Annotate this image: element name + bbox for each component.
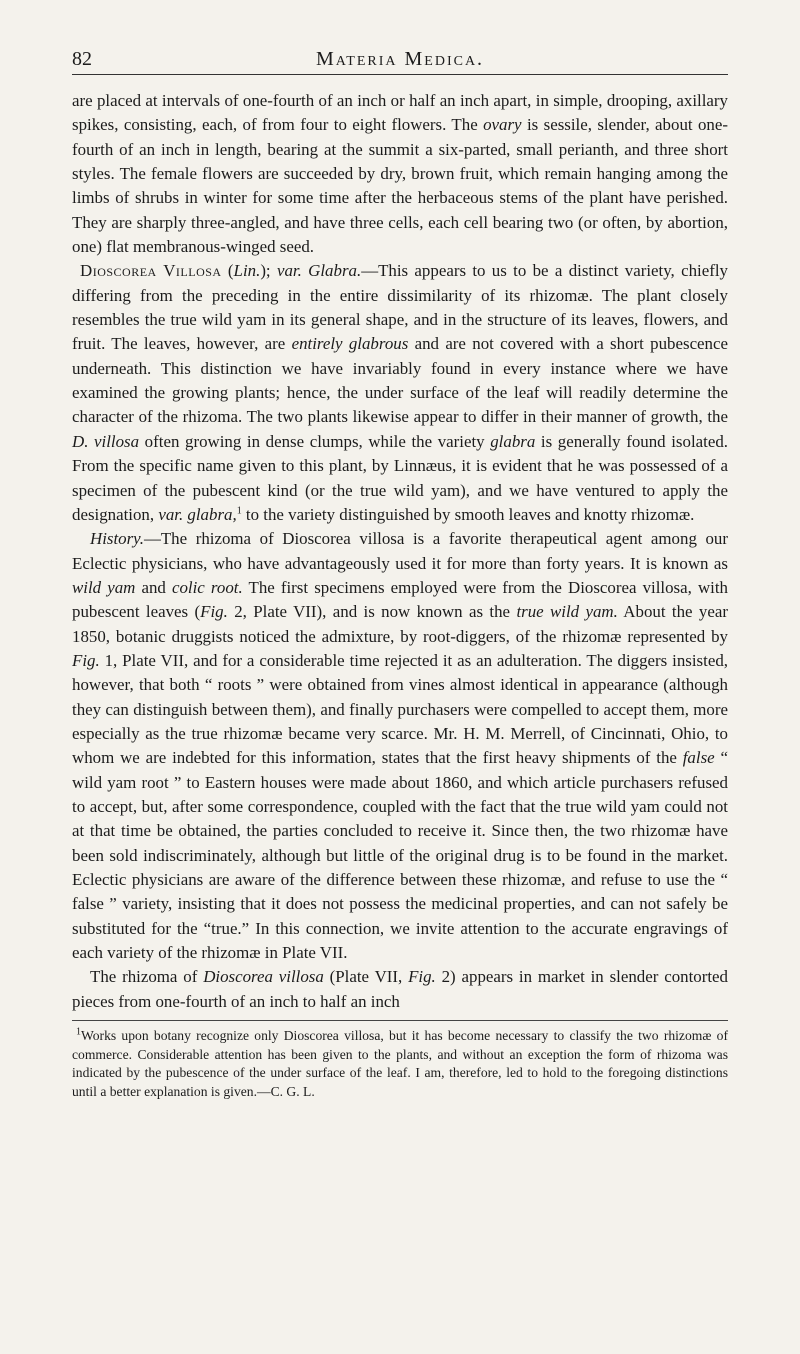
paragraph-history: History.—The rhizoma of Dioscorea villosa is a favorite therapeutical agent among our Eclectic physicians, who have advantageously used it for more than forty years. It is known as wild yam and colic root. The first specimens employed were from the Dioscorea villosa, with pubescent leaves (Fig. 2, Plate VII), and is now known as the true wild yam. About the year 1850, botanic druggists noticed the admixture, by root-diggers, of the rhizomæ represented by Fig. 1, Plate VII, and for a considerable time rejected it as an adulteration. The diggers insisted, however, that both “ roots ” were obtained from vines almost identical in appearance (although they can distinguish between them), and finally purchasers were compelled to accept them, more especially as the true rhizomæ became very scarce. Mr. H. M. Merrell, of Cincinnati, Ohio, to whom we are indebted for this information, states that the first heavy shipments of the false “ wild yam root ” to Eastern houses were made about 1860, and which article purchasers refused to accept, but, after some correspondence, coupled with the fact that the true wild yam could not at that time be obtained, the parties concluded to receive it. Since then, the two rhizomæ have been sold indiscriminately, although but little of the original drug is to be found in the market. Eclectic physicians are aware of the difference between these rhizomæ, and refuse to use the “ false ” variety, insisting that it does not possess the medicinal properties, and can not safely be substituted for the “true.” In this connection, we invite attention to the accurate engravings of each variety of the rhizomæ in Plate VII. (72, 529, 728, 963)
footnote-text: $^1$Works upon botany recognize only Dioscorea villosa, but it has become necessary to classify the two rhizomæ of commerce. Considerable attention has been given to the plants, and without an exception the form of rhizoma was indicated by the pubescence of the under surface of the leaf. I am, therefore, led to hold to the foregoing distinctions until a better explanation is given.—C. G. L. (72, 1026, 728, 1099)
footnote-divider (72, 1020, 728, 1021)
paragraph-rhizoma: The rhizoma of Dioscorea villosa (Plate VII, Fig. 2) appears in market in slender contorted pieces from one-fourth of an inch to half an inch (72, 967, 728, 1011)
body-text (72, 89, 728, 1014)
variety-heading: var. Glabra. (276, 261, 362, 281)
history-heading: History. (90, 529, 144, 549)
page-number: 82 (72, 48, 92, 70)
species-heading: Dioscorea Villosa (80, 261, 222, 281)
footnote-reference: 1 (236, 505, 242, 517)
footnote-mark: 1 (76, 1026, 81, 1038)
running-head: Materia Medica. (315, 48, 485, 70)
paragraph-1: are placed at intervals of one-fourth of an inch or half an inch apart, in simple, drooping, axillary spikes, consisting, each, of from four to eight flowers. The ovary is sessile, slender, about one-fourth of an inch in length, bearing at the summit a six-parted, small perianth, and three short styles. The female flowers are succeeded by dry, brown fruit, which remain hanging among the limbs of shrubs in winter for some time after the herbaceous stems of the plant have perished. They are sharply three-angled, and have three cells, each cell bearing two (or often, by abortion, one) flat membranous-winged seed. (72, 91, 728, 257)
footnote (72, 1027, 728, 1101)
paragraph-dioscorea-glabra: Dioscorea Villosa (Lin.); var. Glabra.—This appears to us to be a distinct variety, chiefly differing from the preceding in the entire dissimilarity of its rhizomæ. The plant closely resembles the true wild yam in its general shape, and in the structure of its leaves, flowers, and fruit. The leaves, however, are entirely glabrous and are not covered with a short pubescence underneath. This distinction we have invariably found in every instance where we have examined the growing plants; hence, the under surface of the leaf will readily determine the character of the rhizoma. The two plants likewise appear to differ in their manner of growth, the D. villosa often growing in dense clumps, while the variety glabra is generally found isolated. From the specific name given to this plant, by Linnæus, it is evident that he was possessed of a specimen of the pubescent kind (or the true wild yam), and we have ventured to apply the designation, var. glabra,$^1$ to the variety distinguished by smooth leaves and knotty rhizomæ. (72, 261, 728, 524)
page-header (72, 48, 728, 75)
book-page (72, 48, 728, 1101)
